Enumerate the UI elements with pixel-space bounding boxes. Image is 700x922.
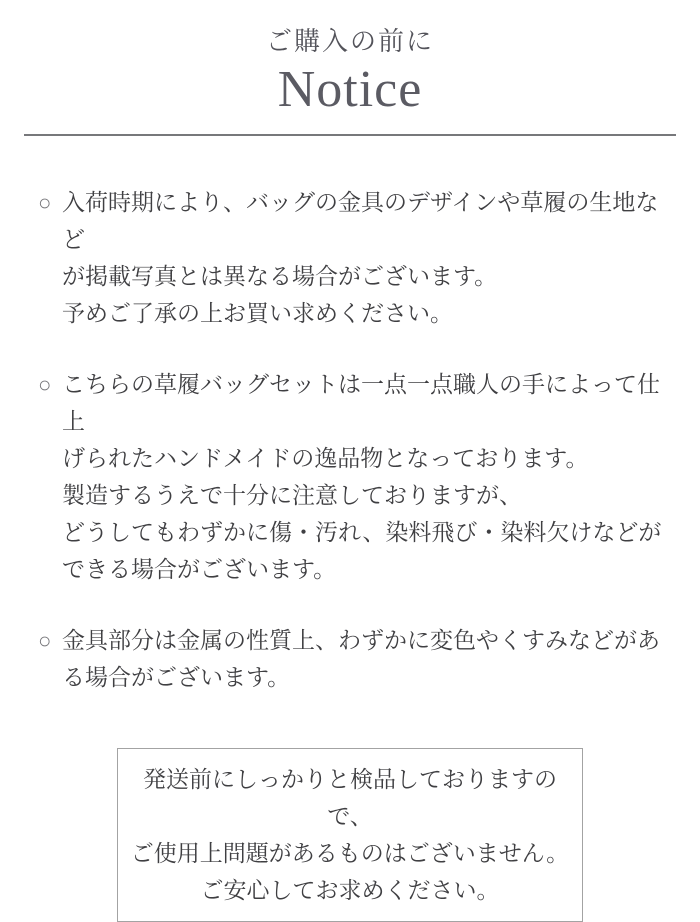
- notice-text: [62, 366, 680, 588]
- header-subtitle: ご購入の前に: [265, 27, 434, 56]
- notice-item: [38, 184, 680, 332]
- notice-item: [38, 366, 680, 588]
- circle-bullet-icon: ○: [38, 372, 52, 398]
- notice-line: 金具部分は金属の性質上、わずかに変色やくすみなどがあ: [62, 627, 660, 654]
- page-header: [0, 0, 700, 118]
- notice-line: が掲載写真とは異なる場合がございます。: [62, 263, 498, 290]
- assurance-box: [117, 748, 583, 922]
- assurance-line: ご使用上問題があるものはございません。: [130, 840, 570, 867]
- notice-text: [62, 184, 680, 332]
- circle-bullet-icon: ○: [38, 628, 52, 654]
- notice-list: [0, 136, 700, 696]
- assurance-line: 発送前にしっかりと検品しておりますので、: [143, 766, 557, 830]
- page-title: Notice: [277, 61, 423, 119]
- notice-line: 予めご了承の上お買い求めください。: [62, 300, 453, 327]
- notice-line: る場合がございます。: [62, 664, 291, 691]
- notice-line: こちらの草履バッグセットは一点一点職人の手によって仕上: [62, 371, 660, 435]
- notice-line: 入荷時期により、バッグの金具のデザインや草履の生地など: [62, 189, 659, 253]
- notice-text: [62, 622, 660, 696]
- circle-bullet-icon: ○: [38, 190, 52, 216]
- notice-item: [38, 622, 680, 696]
- notice-line: できる場合がございます。: [62, 556, 337, 583]
- notice-line: げられたハンドメイドの逸品物となっております。: [62, 445, 589, 472]
- notice-line: どうしてもわずかに傷・汚れ、染料飛び・染料欠けなどが: [62, 519, 662, 546]
- notice-line: 製造するうえで十分に注意しておりますが、: [62, 482, 522, 509]
- assurance-line: ご安心してお求めください。: [200, 877, 500, 904]
